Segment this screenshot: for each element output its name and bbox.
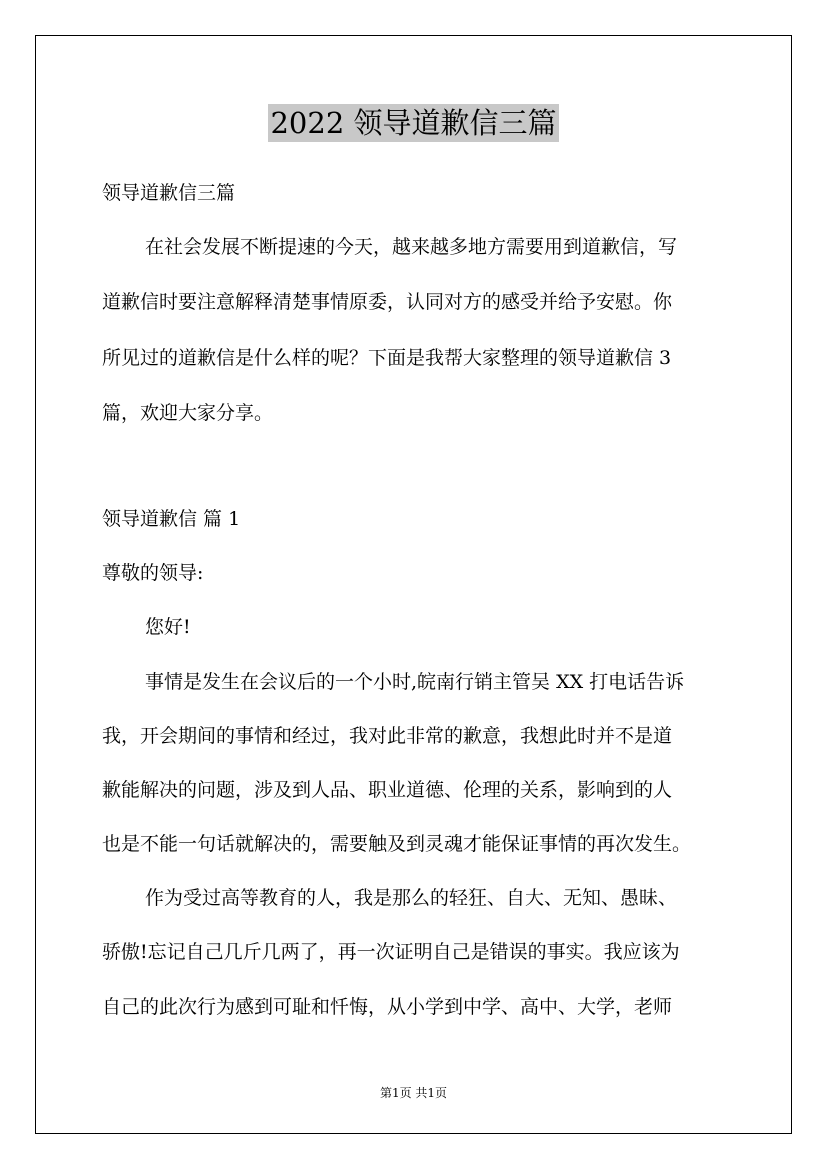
- paragraph-line: 道歉信时要注意解释清楚事情原委，认同对方的感受并给予安慰。你: [102, 291, 673, 313]
- salutation: 尊敬的领导:: [102, 562, 204, 584]
- paragraph-line: 所见过的道歉信是什么样的呢？下面是我帮大家整理的领导道歉信 3: [102, 347, 672, 369]
- page-footer: 第1页 共1页: [379, 1086, 448, 1100]
- greeting: 您好!: [145, 616, 191, 638]
- paragraph-line: 在社会发展不断提速的今天，越来越多地方需要用到道歉信，写: [145, 236, 678, 258]
- document-title: 2022 领导道歉信三篇: [270, 106, 557, 140]
- paragraph-line: 歉能解决的问题，涉及到人品、职业道德、伦理的关系，影响到的人: [102, 779, 673, 801]
- paragraph-line: 作为受过高等教育的人，我是那么的轻狂、自大、无知、愚昧、: [145, 887, 678, 909]
- paragraph-line: 我，开会期间的事情和经过，我对此非常的歉意，我想此时并不是道: [102, 725, 673, 747]
- section-heading: 领导道歉信 篇 1: [102, 508, 241, 530]
- paragraph-line: 也是不能一句话就解决的，需要触及到灵魂才能保证事情的再次发生。: [102, 833, 692, 855]
- title-container: [0, 104, 827, 142]
- paragraph-line: 骄傲!忘记自己几斤几两了，再一次证明自己是错误的事实。我应该为: [102, 941, 680, 963]
- paragraph-line: 自己的此次行为感到可耻和忏悔，从小学到中学、高中、大学，老师: [102, 996, 673, 1018]
- paragraph-line: 事情是发生在会议后的一个小时,皖南行销主管吴 XX 打电话告诉: [145, 671, 685, 693]
- section-heading: 领导道歉信三篇: [102, 182, 236, 204]
- paragraph-line: 篇，欢迎大家分享。: [102, 402, 274, 424]
